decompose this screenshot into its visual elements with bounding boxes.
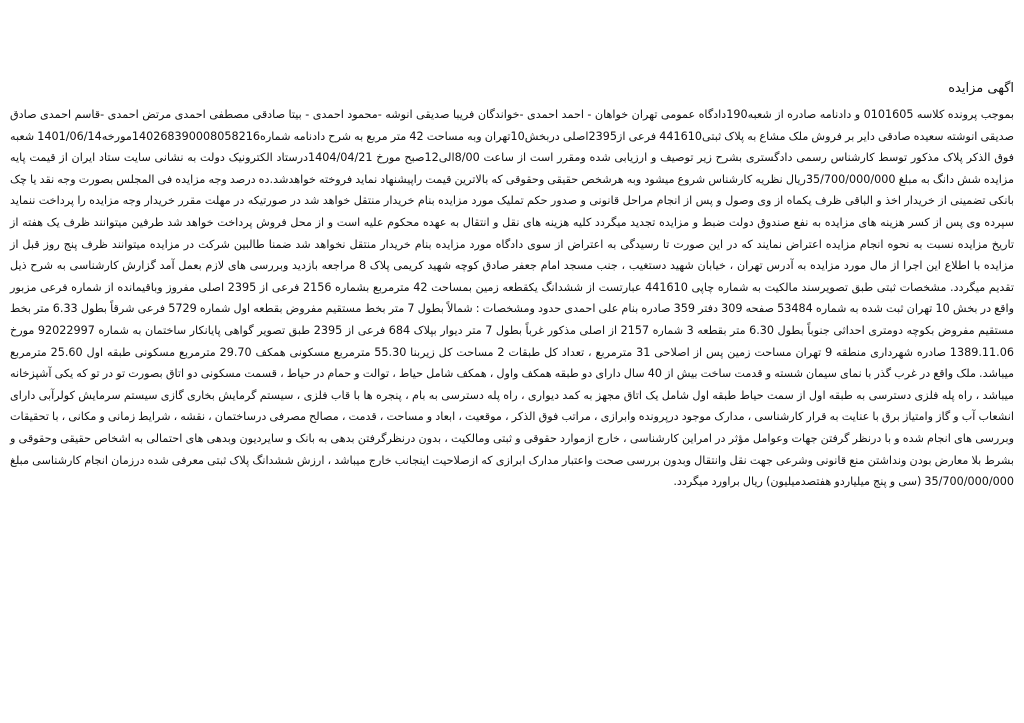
notice-body: بموجب پرونده کلاسه 0101605 و دادنامه صادره از شعبه190دادگاه عمومی تهران خواهان - احمد احمدی -خواندگان فریبا صدیقی انوشه -محمود احمدی - بیتا صادقی مصطفی احمدی مرتض احمدی -قاسم احمدی صادق صدیقی انوشته سعیده صادقی دایر بر فروش ملک مشاع به پلاک ثبتی441610 فرعی از2395اصلی دربخش10تهران وبه مساحت 42 متر مربع به شرح دادنامه شماره140268390008058216مورخه1401/06/14 شعبه فوق الذکر پلاک مذکور توسط کارشناس رسمی دادگستری بشرح زیر توصیف و ارزیابی شده ومقرر است از ساعت 8/00الی12صبح مورخ 1404/04/21درستاد الکترونیک دولت به نشانی سایت ستاد ایران از قیمت پایه مزایده شش دانگ به مبلغ 35/700/000/000ریال نظریه کارشناس شروع میشود وبه هرشخص حقیقی وحقوقی که بالاترین قیمت راپیشنهاد نماید فروخته خواهدشد.ده درصد وجه مزایده فی المجلس بصورت وجه نقد یا چک بانکی تضمینی از خریدار اخذ و الباقی ظرف یکماه از وی وصول و پس از انجام مراحل قانونی و صدور حکم تملیک مورد مزایده بنام خریدار منتقل خواهد شد در صورتیکه در مهلت مقرر خریدار وجه مزایده را پرداخت ننماید سپرده وی پس از کسر هزینه های مزایده به نفع صندوق دولت ضبط و مزایده تجدید میگردد کلیه هزینه های نقل و انتقال به عهده محکوم علیه است و از محل فروش پرداخت خواهد شد طرفین میتوانند ظرف یک هفته از تاریخ مزایده نسبت به نحوه انجام مزایده اعتراض نمایند که در این صورت تا رسیدگی به اعتراض از سوی دادگاه مورد مزایده بنام خریدار منتقل نخواهد شد ضمنا طالبین شرکت در مزایده میتوانند ظرف پنج روز قبل از مزایده با اطلاع این اجرا از مال مورد مزایده به آدرس تهران ، خیابان شهید دستغیب ، جنب مسجد امام جعفر صادق کوچه شهید کریمی پلاک 8 مراجعه بازدید وبررسی های لازم بعمل آمد گزارش کارشناسی به شرح ذیل تقدیم میگردد. مشخصات ثبتی طبق تصویرسند مالکیت به شماره چاپی 441610 عبارتست از ششدانگ یکقطعه زمین بمساحت 42 مترمربع بشماره 2156 فرعی از 2395 اصلی مفروز وباقیمانده از شماره فرعی مزبور واقع در بخش 10 تهران ثبت شده به شماره 53484 صفحه 309 دفتر 359 صادره بنام علی احمدی حدود ومشخصات : شمالاً بطول 7 متر بخط مستقیم مفروض بقطعه اول شماره 5729 فرعی شرقاً بطول 6.33 متر بخط مستقیم مفروض بکوچه دومتری احداثی جنوباً بطول 6.30 متر بقطعه 3 شماره 2157 از اصلی مذکور غرباً بطول 7 متر دیوار بپلاک 684 فرعی از 2395 طبق تصویر گواهی پایانکار ساختمان به شماره 92022997 مورخ 1389.11.06 صادره شهرداری منطقه 9 تهران مساحت زمین پس از اصلاحی 31 مترمربع ، تعداد کل طبقات 2 مساحت کل زیربنا 55.30 مترمربع مسکونی همکف 29.70 مترمربع مسکونی طبقه اول 25.60 مترمربع میباشد. ملک واقع در غرب گذر با نمای سیمان شسته و قدمت ساخت بیش از 40 سال دارای دو طبقه همکف واول ، همکف شامل حیاط ، توالت و حمام در حیاط ، قسمت مسکونی دو اتاق بصورت تو در تو که یکی آشپزخانه میباشد ، راه پله فلزی دسترسی به طبقه اول از سمت حیاط طبقه اول شامل یک اتاق مجهز به کمد دیواری ، راه پله دسترسی به بام ، پنجره ها با قاب فلزی ، سیستم گرمایش بخاری گازی سیستم سرمایش کولرآبی دارای انشعاب آب و گاز وامتیاز برق با عنایت به قرار کارشناسی ، مدارک موجود درپرونده وابرازی ، مراتب فوق الذکر ، موقعیت ، ابعاد و مساحت ، قدمت ، مصالح مصرفی درساختمان ، نقشه ، شرایط زمانی و مکانی ، با تحقیقات وبررسی های انجام شده و با درنظر گرفتن جهات وعوامل مؤثر در امراین کارشناسی ، خارج ازموارد حقوقی و ثبتی ومالکیت ، بدون درنظرگرفتن بدهی به بانک و سایردیون وبدهی های احتمالی به اشخاص حقیقی وحقوقی و بشرط بلا معارض بودن ونداشتن منع قانونی وشرعی جهت نقل وانتقال وبدون بررسی صحت واعتبار مدارک ابرازی که ازصلاحیت اینجانب خارج میباشد ، ارزش ششدانگ پلاک ثبتی معرفی شده درزمان انجام کارشناسی مبلغ 35/700/000/000 (سی و پنج میلیاردو هفتصدمیلیون) ریال براورد میگردد. [10, 108, 1015, 489]
notice-title: اگهی مزایده [948, 81, 1014, 96]
